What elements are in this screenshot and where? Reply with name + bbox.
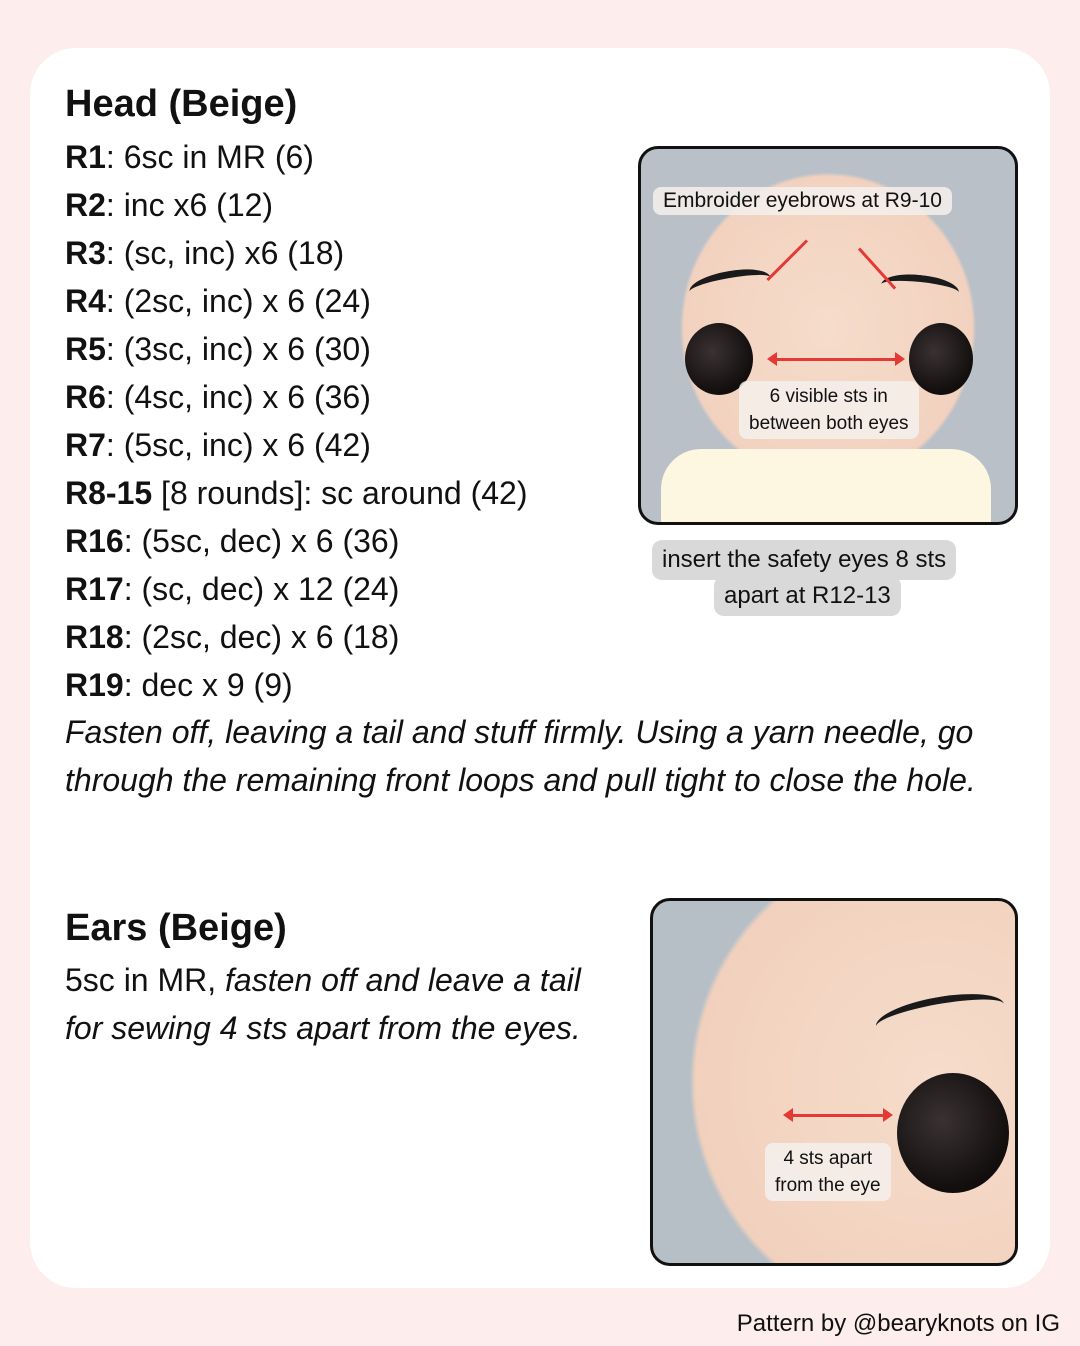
ears-photo [650, 898, 1018, 1266]
round-label: R4 [65, 283, 106, 319]
round-label: R19 [65, 667, 124, 703]
round-row [65, 277, 527, 325]
round-instruction: : (5sc, inc) x 6 (42) [105, 427, 371, 463]
round-instruction: : inc x6 (12) [105, 187, 274, 223]
ear-placement-label-line2: from the eye [775, 1175, 881, 1196]
round-instruction: : (sc, dec) x 12 (24) [123, 571, 400, 607]
ears-instructions [65, 956, 625, 1052]
pattern-credit: Pattern by @bearyknots on IG [736, 1310, 1060, 1337]
doll-body-image [661, 449, 991, 525]
red-arrow-right-icon [858, 247, 896, 289]
double-arrow-icon [793, 1114, 883, 1117]
round-row [65, 229, 527, 277]
between-eyes-label-line1: 6 visible sts in [769, 386, 888, 407]
round-label: R2 [65, 187, 106, 223]
round-instruction: : (sc, inc) x6 (18) [105, 235, 345, 271]
round-label: R7 [65, 427, 106, 463]
round-instruction: : 6sc in MR (6) [105, 139, 314, 175]
eyebrow-image [873, 986, 1007, 1045]
head-photo [638, 146, 1018, 525]
round-row [65, 133, 527, 181]
round-label: R8-15 [65, 475, 153, 511]
round-label: R6 [65, 379, 106, 415]
round-label: R1 [65, 139, 106, 175]
round-row [65, 421, 527, 469]
round-label: R16 [65, 523, 124, 559]
round-row [65, 613, 527, 661]
right-safety-eye-image [909, 323, 973, 395]
round-instruction: [8 rounds]: sc around (42) [152, 475, 528, 511]
ear-placement-label [765, 1143, 891, 1201]
safety-eye-image [897, 1073, 1009, 1193]
red-arrow-left-icon [766, 239, 808, 281]
ears-instructions-italic: fasten off and leave a tail for sewing 4 sts apart from the eyes. [65, 962, 581, 1046]
between-eyes-label-line2: between both eyes [749, 413, 909, 434]
safety-eyes-note-line2: apart at R12-13 [714, 576, 901, 616]
ears-instructions-plain: 5sc in MR, [65, 962, 226, 998]
head-finishing-instructions: Fasten off, leaving a tail and stuff firmly. Using a yarn needle, go through the remaining front loops and pull tight to close the hole. [65, 714, 976, 798]
ear-placement-label-line1: 4 sts apart [783, 1148, 873, 1169]
round-instruction: : (2sc, dec) x 6 (18) [123, 619, 400, 655]
round-label: R5 [65, 331, 106, 367]
round-instruction: : (5sc, dec) x 6 (36) [123, 523, 400, 559]
right-eyebrow-image [880, 271, 960, 306]
round-instruction: : (3sc, inc) x 6 (30) [105, 331, 371, 367]
eyebrows-label: Embroider eyebrows at R9-10 [653, 187, 952, 215]
round-row [65, 325, 527, 373]
between-eyes-label [739, 381, 919, 439]
round-instruction: : (2sc, inc) x 6 (24) [105, 283, 371, 319]
ears-section-title: Ears (Beige) [65, 907, 287, 949]
round-row [65, 373, 527, 421]
head-section-title: Head (Beige) [65, 83, 298, 125]
round-instruction: : (4sc, inc) x 6 (36) [105, 379, 371, 415]
round-row [65, 181, 527, 229]
double-arrow-icon [777, 358, 895, 361]
left-eyebrow-image [687, 264, 772, 305]
round-instruction: : dec x 9 (9) [123, 667, 293, 703]
round-row [65, 469, 527, 517]
round-label: R3 [65, 235, 106, 271]
round-row [65, 517, 527, 565]
head-rounds-list [65, 133, 527, 709]
round-label: R18 [65, 619, 124, 655]
safety-eyes-note-line1: insert the safety eyes 8 sts [652, 540, 956, 580]
round-row [65, 565, 527, 613]
round-row [65, 661, 527, 709]
round-label: R17 [65, 571, 124, 607]
